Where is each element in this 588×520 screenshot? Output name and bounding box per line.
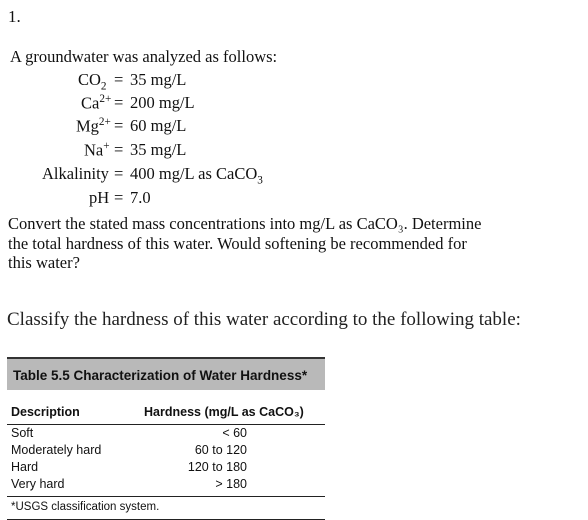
question-intro: A groundwater was analyzed as follows:: [10, 47, 278, 66]
analyte-value: 7.0: [130, 188, 151, 207]
table-title: Table 5.5 Characterization of Water Hardness*: [7, 357, 325, 390]
cell-description: Soft: [11, 426, 34, 440]
classify-instruction: Classify the hardness of this water according to the following table:: [7, 309, 521, 330]
column-header-hardness: Hardness (mg/L as CaCO₃): [144, 405, 304, 419]
equals-sign: =: [114, 188, 124, 207]
analysis-row: [0, 70, 588, 92]
cell-hardness: 60 to 120: [194, 443, 247, 457]
cell-description: Moderately hard: [11, 443, 102, 457]
analyte-label: Alkalinity: [42, 164, 109, 183]
cell-description: Hard: [11, 460, 39, 474]
analysis-row: [0, 93, 588, 115]
analyte-value: 35 mg/L: [130, 140, 187, 159]
equals-sign: =: [114, 93, 124, 112]
cell-hardness: < 60: [222, 426, 247, 440]
table-header: [7, 402, 325, 425]
equals-sign: =: [114, 164, 124, 183]
table-row: [7, 459, 325, 476]
analyte-value: 35 mg/L: [130, 70, 187, 89]
analyte-label: $Mg^{2+}$: [76, 116, 111, 136]
table-row: [7, 425, 325, 442]
equals-sign: =: [114, 70, 124, 89]
analyte-value: 400 mg/L as CaCO$_3$: [130, 164, 263, 187]
cell-description: Very hard: [11, 477, 65, 491]
analysis-row: [0, 116, 588, 138]
analyte-label: pH: [89, 188, 110, 207]
analysis-row: [0, 164, 588, 186]
equals-sign: =: [114, 140, 124, 159]
question-number: 1.: [8, 7, 21, 26]
cell-hardness: > 180: [215, 477, 247, 491]
analysis-row: [0, 188, 588, 210]
table-row: [7, 476, 325, 493]
analyte-value: 200 mg/L: [130, 93, 195, 112]
column-header-description: Description: [11, 405, 80, 419]
prose-line: the total hardness of this water. Would softening be recommended for: [8, 233, 467, 253]
analyte-label: Na+: [84, 140, 110, 160]
analysis-row: [0, 140, 588, 162]
table-body: [7, 425, 325, 493]
hardness-table: [7, 357, 325, 520]
prose-line: Convert the stated mass concentrations into mg/L as CaCO₃. Determine: [8, 214, 482, 233]
analyte-label: $CO_2$: [78, 70, 107, 93]
table-footnote: *USGS classification system.: [7, 497, 325, 520]
prose-line: this water?: [8, 253, 80, 272]
question-prose: [8, 214, 528, 273]
analyte-label: $Ca^{2+}$: [81, 93, 112, 113]
table-row: [7, 442, 325, 459]
equals-sign: =: [114, 116, 124, 135]
analyte-value: 60 mg/L: [130, 116, 187, 135]
cell-hardness: 120 to 180: [187, 460, 247, 474]
